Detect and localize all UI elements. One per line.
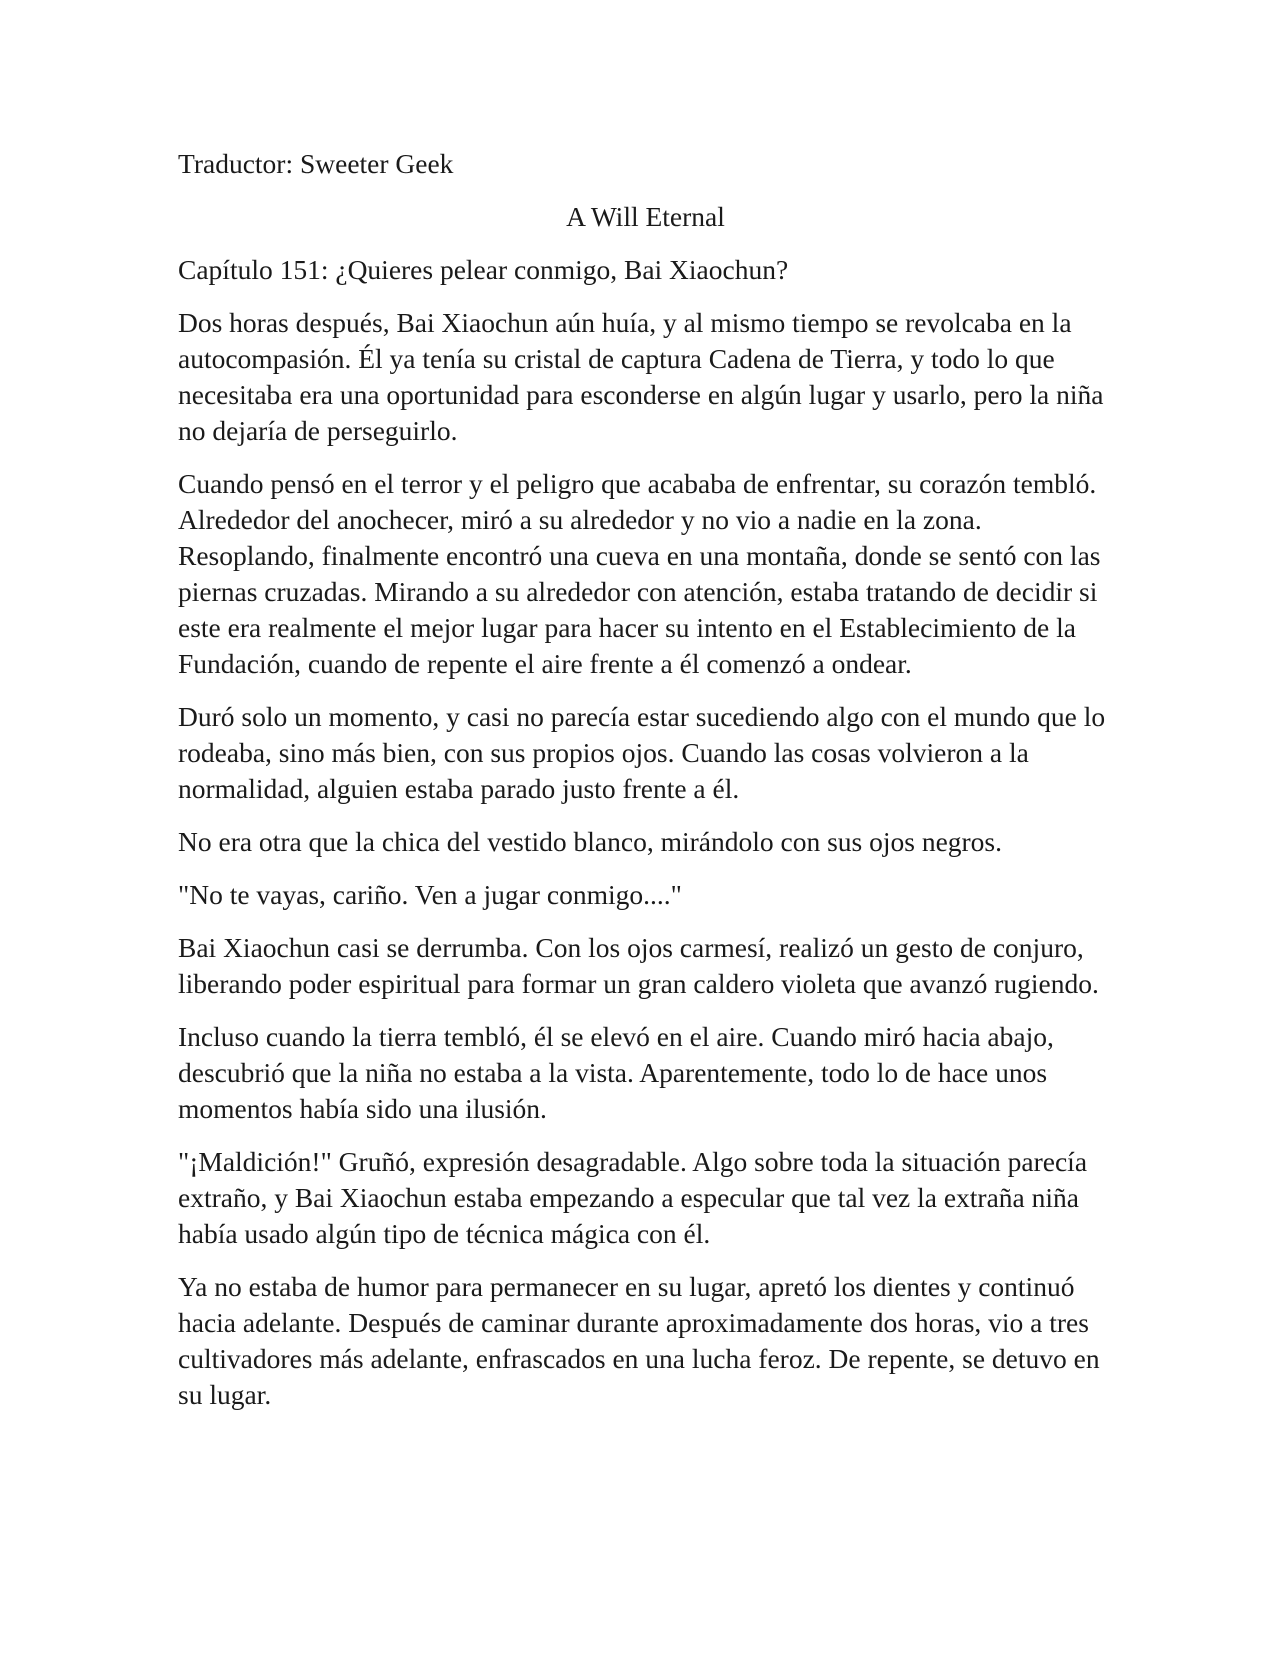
paragraph: Cuando pensó en el terror y el peligro que acababa de enfrentar, su corazón tembló. Alrededor del anochecer, miró a su alrededor y no vio a nadie en la zona. Resoplando, finalmente encontró una cueva en una montaña, donde se sentó con las piernas cruzadas. Mirando a su alrededor con atención, estaba tratando de decidir si este era realmente el mejor lugar para hacer su intento en el Establecimiento de la Fundación, cuando de repente el aire frente a él comenzó a ondear. — [178, 468, 1101, 679]
paragraph: "No te vayas, cariño. Ven a jugar conmigo...." — [178, 879, 682, 910]
chapter-heading: Capítulo 151: ¿Quieres pelear conmigo, Bai Xiaochun? — [178, 254, 789, 285]
translator-credit: Traductor: Sweeter Geek — [178, 148, 454, 179]
paragraph: Dos horas después, Bai Xiaochun aún huía, y al mismo tiempo se revolcaba en la autocompasión. Él ya tenía su cristal de captura Cadena de Tierra, y todo lo que necesitaba era una oportunidad para esconderse en algún lugar y usarlo, pero la niña no dejaría de perseguirlo. — [178, 307, 1104, 446]
paragraph: Duró solo un momento, y casi no parecía estar sucediendo algo con el mundo que lo rodeaba, sino más bien, con sus propios ojos. Cuando las cosas volvieron a la normalidad, alguien estaba parado justo frente a él. — [178, 701, 1106, 804]
paragraph: "¡Maldición!" Gruñó, expresión desagradable. Algo sobre toda la situación parecía extraño, y Bai Xiaochun estaba empezando a especular que tal vez la extraña niña había usado algún tipo de técnica mágica con él. — [178, 1146, 1088, 1249]
paragraph: Ya no estaba de humor para permanecer en su lugar, apretó los dientes y continuó hacia adelante. Después de caminar durante aproximadamente dos horas, vio a tres cultivadores más adelante, enfrascados en una lucha feroz. De repente, se detuvo en su lugar. — [178, 1271, 1100, 1410]
paragraph: Bai Xiaochun casi se derrumba. Con los ojos carmesí, realizó un gesto de conjuro, liberando poder espiritual para formar un gran caldero violeta que avanzó rugiendo. — [178, 932, 1099, 999]
book-title: A Will Eternal — [566, 201, 725, 232]
paragraph: No era otra que la chica del vestido blanco, mirándolo con sus ojos negros. — [178, 826, 1003, 857]
paragraph: Incluso cuando la tierra tembló, él se elevó en el aire. Cuando miró hacia abajo, descubrió que la niña no estaba a la vista. Aparentemente, todo lo de hace unos momentos había sido una ilusión. — [178, 1021, 1054, 1124]
document-page — [178, 146, 1113, 1430]
